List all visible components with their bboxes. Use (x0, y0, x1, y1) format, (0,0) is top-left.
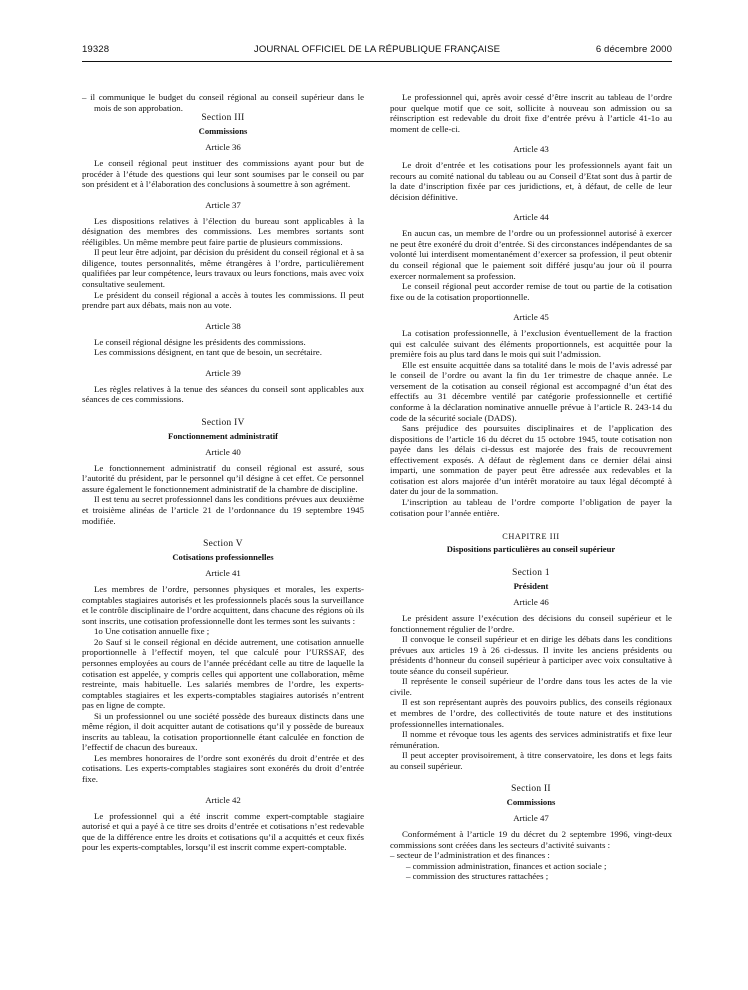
paragraph: Il convoque le conseil supérieur et en dirige les débats dans les conditions prévues aux articles 19 à 26 ci-dessus. Il invite les anciens présidents ou présidents d’honneur du conseil supérieur à participer avec voix consultative à toute séance du conseil supérieur. (390, 634, 672, 676)
paragraph: L’inscription au tableau de l’ordre comporte l’obligation de payer la cotisation pour l’année entière. (390, 496, 672, 518)
left-column (82, 92, 364, 853)
list-subitem: – commission administration, finances et action sociale ; (406, 860, 607, 871)
section-subtitle: Fonctionnement administratif (167, 430, 279, 441)
running-header (82, 44, 672, 60)
paragraph: Il représente le conseil supérieur de l’ordre dans tous les actes de la vie civile. (390, 676, 672, 697)
paragraph: Le conseil régional désigne les présidents des commissions. (94, 336, 306, 347)
paragraph: Les règles relatives à la tenue des séances du conseil sont applicables aux séances de ces commissions. (82, 383, 364, 405)
publication-date: 6 décembre 2000 (595, 44, 672, 55)
paragraph: Le professionnel qui a été inscrit comme expert-comptable stagiaire autorisé et qui a payé à ce titre ses droits d’entrée et cotisations n’est redevable que de la différence entre les droits et cotisations qu’il a acquittés et ceux fixés pour les experts-comptables, lorsqu’il est inscrit comme expert-comptable. (82, 810, 364, 853)
chapter-heading: CHAPITRE III (502, 532, 560, 542)
paragraph: En aucun cas, un membre de l’ordre ou un professionnel autorisé à exercer ne peut être exonéré du droit d’entrée. Si des circonstances indépendantes de sa volonté lui interdisent momentanément d’exercer sa profession, il peut obtenir du conseil régional que le paiement soit différé jusqu’au jour où il pourra exercer normalement sa profession. (390, 228, 672, 281)
paragraph: Les membres de l’ordre, personnes physiques et morales, les experts-comptables stagiaires autorisés et les professionnels placés sous la surveillance et le contrôle disciplinaire de l’ordre acquittent, dans chacune des régions où ils sont inscrits, une cotisation professionnelle dont les termes sont les suivants : (82, 584, 364, 626)
paragraph: Les membres honoraires de l’ordre sont exonérés du droit d’entrée et des cotisations. Les experts-comptables stagiaires sont exonérés du droit d’entrée fixe. (82, 752, 364, 784)
article-heading: Article 36 (205, 142, 241, 153)
section-heading: Section 1 (512, 568, 550, 579)
paragraph: Le fonctionnement administratif du conseil régional est assuré, sous l’autorité du président, par le personnel qu’il désigne à cet effet. Ce personnel assure également le fonctionnement administratif de la chambre de discipline. (82, 462, 364, 494)
article-heading: Article 40 (205, 446, 241, 457)
journal-title: JOURNAL OFFICIEL DE LA RÉPUBLIQUE FRANÇAISE (253, 44, 501, 55)
section-subtitle: Dispositions particulières au conseil supérieur (446, 544, 616, 555)
article-heading: Article 43 (513, 144, 549, 155)
paragraph: Les commissions désignent, en tant que de besoin, un secrétaire. (94, 347, 322, 358)
paragraph: Il est son représentant auprès des pouvoirs publics, des conseils régionaux et membres de l’ordre, des collectivités de toute nature et des institutions professionnelles internationales. (390, 697, 672, 729)
page-number: 19328 (82, 44, 110, 55)
paragraph: Il peut leur être adjoint, par décision du président du conseil régional et à sa diligence, toutes personnalités, même étrangères à l’ordre, particulièrement qualifiées par leur compétence, leurs travaux ou leurs fonctions, mais avec voix consultative seulement. (82, 247, 364, 290)
section-subtitle: Commissions (198, 126, 248, 137)
section-heading: Section III (201, 113, 245, 124)
paragraph: 1o Une cotisation annuelle fixe ; (94, 626, 210, 637)
paragraph: Le conseil régional peut instituer des commissions ayant pour but de procéder à l’étude des questions qui leur sont soumises par le conseil ou par son président et à l’élaboration des conclusions à soumettre à son agrément. (82, 158, 364, 190)
paragraph: Le conseil régional peut accorder remise de tout ou partie de la cotisation fixe ou de la cotisation proportionnelle. (390, 281, 672, 302)
article-heading: Article 47 (513, 813, 549, 824)
article-heading: Article 44 (513, 212, 549, 223)
paragraph: Les dispositions relatives à l’élection du bureau sont applicables à la désignation des membres des commissions. Les membres sortants sont rééligibles. Un même membre peut faire partie de plusieurs commissions. (82, 215, 364, 247)
section-subtitle: Cotisations professionnelles (172, 552, 274, 563)
paragraph: Il peut accepter provisoirement, à titre conservatoire, les dons et legs faits au conseil supérieur. (390, 750, 672, 771)
article-heading: Article 38 (205, 320, 241, 331)
right-column (390, 92, 672, 882)
paragraph: Sans préjudice des poursuites disciplinaires et de l’application des dispositions de l’article 16 du décret du 15 octobre 1945, toute cotisation non payée dans les délais ci-dessus est majorée des frais de recouvrement effectivement exposés. A défaut de règlement dans ce dernier délai ainsi imparti, une sommation de payer peut être adressée aux redevables et la cotisation est alors majorée d’un intérêt moratoire au taux légal décompté à dater du jour de la sommation. (390, 423, 672, 497)
list-item: – il communique le budget du conseil régional au conseil supérieur dans le mois de son approbation. (82, 92, 364, 113)
header-rule (82, 61, 672, 62)
paragraph: 2o Sauf si le conseil régional en décide autrement, une cotisation annuelle proportionnelle à l’effectif moyen, tel que calculé pour l’URSSAF, des personnes employées au cours de l’année précédant celle au titre de laquelle la cotisation est appelée, y compris celles qui apportent une collaboration, même restreinte, mais habituelle. Les salariés membres de l’ordre, les experts-comptables stagiaires et les experts-comptables stagiaires autorisés n’entrent pas en ligne de compte. (82, 636, 364, 711)
paragraph: Elle est ensuite acquittée dans sa totalité dans le mois de l’avis adressé par le conseil de l’ordre ou avant la fin du 1er trimestre de chaque année. Le versement de la cotisation au conseil régional est accompagné d’un état des effectifs au 31 décembre ventilé par catégorie professionnelle et certifié conforme à la déclaration nominative annuelle prévue à l’article R. 243-14 du code de la sécurité sociale (DADS). (390, 359, 672, 423)
section-heading: Section V (203, 539, 243, 550)
article-heading: Article 39 (205, 367, 241, 378)
paragraph: Le président assure l’exécution des décisions du conseil supérieur et le fonctionnement régulier de l’ordre. (390, 613, 672, 634)
paragraph: Le professionnel qui, après avoir cessé d’être inscrit au tableau de l’ordre pour quelque motif que ce soit, sollicite à nouveau son admission ou sa réinscription est redevable du droit fixe d’entrée prévu à l’article 41-1o au moment de celle-ci. (390, 92, 672, 134)
article-heading: Article 37 (205, 199, 241, 210)
list-item: – secteur de l’administration et des finances : (390, 850, 550, 861)
article-heading: Article 45 (513, 312, 549, 323)
paragraph: Le droit d’entrée et les cotisations pour les professionnels ayant fait un recours au comité national du tableau ou au Conseil d’Etat sont dus à partir de la date d’inscription fixée par ces juridictions, et, à défaut, de celle de leur décision définitive. (390, 160, 672, 202)
section-heading: Section IV (201, 417, 245, 428)
paragraph: Si un professionnel ou une société possède des bureaux distincts dans une même région, il doit acquitter autant de cotisations qu’il y possède de bureaux inscrits au tableau, la cotisation proportionnelle étant calculée en fonction de l’effectif de chacun des bureaux. (82, 710, 364, 753)
paragraph: Il nomme et révoque tous les agents des services administratifs et fixe leur rémunération. (390, 729, 672, 750)
list-subitem: – commission des structures rattachées ; (406, 871, 549, 882)
paragraph: Il est tenu au secret professionnel dans les conditions prévues aux deuxième et troisième alinéas de l’article 21 de l’ordonnance du 19 septembre 1945 modifiée. (82, 494, 364, 526)
section-subtitle: Président (513, 581, 549, 592)
paragraph: Le président du conseil régional a accès à toutes les commissions. Il peut prendre part aux débats, mais non au vote. (82, 289, 364, 311)
paragraph: Conformément à l’article 19 du décret du 2 septembre 1996, vingt-deux commissions sont créées dans les secteurs d’activité suivants : (390, 829, 672, 850)
paragraph: La cotisation professionnelle, à l’exclusion éventuellement de la fraction qui est calculée suivant des éléments proportionnels, est acquittée pour la première fois au plus tard dans le mois qui suit l’admission. (390, 328, 672, 360)
article-heading: Article 41 (205, 568, 241, 579)
section-heading: Section II (511, 784, 551, 795)
article-heading: Article 46 (513, 597, 549, 608)
section-subtitle: Commissions (506, 797, 556, 808)
article-heading: Article 42 (205, 794, 241, 805)
